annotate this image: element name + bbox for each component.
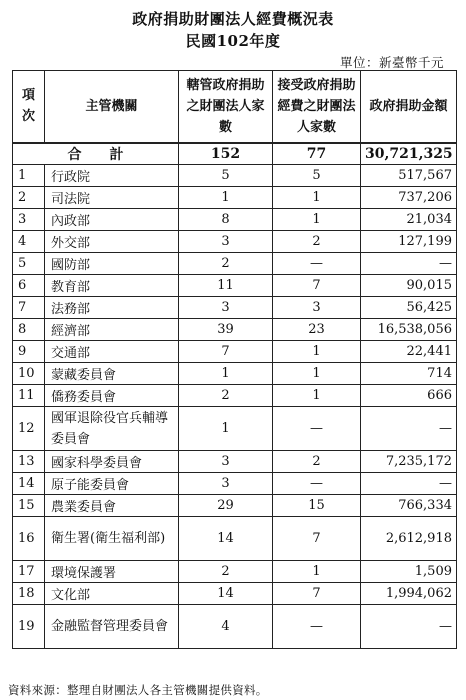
row-supervised: 3 — [179, 297, 273, 319]
row-funded: 1 — [273, 561, 361, 583]
row-supervised: 1 — [179, 407, 273, 451]
row-funded: 2 — [273, 231, 361, 253]
row-supervised: 5 — [179, 165, 273, 187]
row-agency: 環境保護署 — [45, 561, 179, 583]
row-supervised: 3 — [179, 231, 273, 253]
row-amount: 22,441 — [361, 341, 457, 363]
row-supervised: 39 — [179, 319, 273, 341]
row-no: 12 — [13, 407, 45, 451]
table-row — [13, 473, 457, 495]
table-row — [13, 583, 457, 605]
funding-table — [12, 70, 457, 649]
row-supervised: 1 — [179, 363, 273, 385]
total-row — [13, 143, 457, 165]
row-amount: — — [361, 605, 457, 649]
row-no: 6 — [13, 275, 45, 297]
row-amount: — — [361, 473, 457, 495]
table-row — [13, 253, 457, 275]
row-agency: 國軍退除役官兵輔導委員會 — [45, 407, 179, 451]
row-supervised: 29 — [179, 495, 273, 517]
row-amount: 2,612,918 — [361, 517, 457, 561]
row-no: 7 — [13, 297, 45, 319]
row-amount: 766,334 — [361, 495, 457, 517]
row-amount: 1,509 — [361, 561, 457, 583]
row-funded: — — [273, 605, 361, 649]
row-no: 3 — [13, 209, 45, 231]
row-no: 9 — [13, 341, 45, 363]
row-funded: — — [273, 473, 361, 495]
row-funded: 5 — [273, 165, 361, 187]
row-no: 17 — [13, 561, 45, 583]
row-agency: 國家科學委員會 — [45, 451, 179, 473]
row-amount: 666 — [361, 385, 457, 407]
row-funded: 1 — [273, 363, 361, 385]
row-no: 14 — [13, 473, 45, 495]
row-supervised: 14 — [179, 583, 273, 605]
row-agency: 衛生署(衛生福利部) — [45, 517, 179, 561]
row-agency: 經濟部 — [45, 319, 179, 341]
row-agency: 內政部 — [45, 209, 179, 231]
row-no: 13 — [13, 451, 45, 473]
header-supervised: 轄管政府捐助之財團法人家數 — [179, 71, 273, 143]
row-no: 16 — [13, 517, 45, 561]
table-row — [13, 495, 457, 517]
row-no: 2 — [13, 187, 45, 209]
row-supervised: 7 — [179, 341, 273, 363]
row-amount: 16,538,056 — [361, 319, 457, 341]
row-funded: 2 — [273, 451, 361, 473]
table-row — [13, 165, 457, 187]
header-funded: 接受政府捐助經費之財團法人家數 — [273, 71, 361, 143]
total-amount: 30,721,325 — [361, 143, 457, 165]
header-no: 項次 — [13, 71, 45, 143]
unit-note: 單位：新臺幣千元 — [339, 55, 444, 70]
row-no: 11 — [13, 385, 45, 407]
row-amount: 517,567 — [361, 165, 457, 187]
row-agency: 國防部 — [45, 253, 179, 275]
header-amount: 政府捐助金額 — [361, 71, 457, 143]
row-agency: 法務部 — [45, 297, 179, 319]
row-funded: — — [273, 253, 361, 275]
table-row — [13, 275, 457, 297]
row-funded: 7 — [273, 517, 361, 561]
row-agency: 農業委員會 — [45, 495, 179, 517]
row-amount: 127,199 — [361, 231, 457, 253]
row-amount: 90,015 — [361, 275, 457, 297]
row-supervised: 4 — [179, 605, 273, 649]
row-no: 1 — [13, 165, 45, 187]
row-supervised: 2 — [179, 253, 273, 275]
row-no: 19 — [13, 605, 45, 649]
table-header-row — [13, 71, 457, 143]
source-note: 資料來源：整理自財團法人各主管機關提供資料。 — [8, 683, 268, 697]
row-funded: 1 — [273, 209, 361, 231]
row-agency: 原子能委員會 — [45, 473, 179, 495]
total-label: 合 計 — [13, 143, 179, 165]
row-amount: — — [361, 407, 457, 451]
table-row — [13, 605, 457, 649]
row-funded: 15 — [273, 495, 361, 517]
row-funded: 23 — [273, 319, 361, 341]
document-subtitle: 民國102年度 — [185, 32, 281, 50]
total-funded: 77 — [273, 143, 361, 165]
row-agency: 司法院 — [45, 187, 179, 209]
row-supervised: 1 — [179, 187, 273, 209]
table-row — [13, 231, 457, 253]
row-amount: 7,235,172 — [361, 451, 457, 473]
row-amount: 21,034 — [361, 209, 457, 231]
row-supervised: 2 — [179, 385, 273, 407]
row-agency: 外交部 — [45, 231, 179, 253]
row-funded: 1 — [273, 341, 361, 363]
row-agency: 金融監督管理委員會 — [45, 605, 179, 649]
table-row — [13, 407, 457, 451]
row-funded: 1 — [273, 385, 361, 407]
row-agency: 教育部 — [45, 275, 179, 297]
row-supervised: 2 — [179, 561, 273, 583]
table-row — [13, 187, 457, 209]
table-row — [13, 209, 457, 231]
row-amount: 714 — [361, 363, 457, 385]
table-row — [13, 451, 457, 473]
row-supervised: 11 — [179, 275, 273, 297]
row-funded: 3 — [273, 297, 361, 319]
row-supervised: 14 — [179, 517, 273, 561]
row-agency: 文化部 — [45, 583, 179, 605]
table-row — [13, 561, 457, 583]
row-amount: 737,206 — [361, 187, 457, 209]
table-row — [13, 319, 457, 341]
table-row — [13, 297, 457, 319]
row-funded: 7 — [273, 275, 361, 297]
row-amount: 1,994,062 — [361, 583, 457, 605]
table-row — [13, 385, 457, 407]
row-no: 5 — [13, 253, 45, 275]
row-agency: 行政院 — [45, 165, 179, 187]
row-no: 10 — [13, 363, 45, 385]
row-funded: — — [273, 407, 361, 451]
row-agency: 僑務委員會 — [45, 385, 179, 407]
row-funded: 7 — [273, 583, 361, 605]
table-row — [13, 363, 457, 385]
row-no: 18 — [13, 583, 45, 605]
row-supervised: 3 — [179, 451, 273, 473]
header-agency: 主管機關 — [45, 71, 179, 143]
row-supervised: 3 — [179, 473, 273, 495]
document-title: 政府捐助財團法人經費概況表 — [132, 10, 334, 28]
row-agency: 蒙藏委員會 — [45, 363, 179, 385]
table-row — [13, 341, 457, 363]
row-no: 8 — [13, 319, 45, 341]
row-agency: 交通部 — [45, 341, 179, 363]
total-supervised: 152 — [179, 143, 273, 165]
row-no: 4 — [13, 231, 45, 253]
row-supervised: 8 — [179, 209, 273, 231]
row-amount: — — [361, 253, 457, 275]
table-row — [13, 517, 457, 561]
row-amount: 56,425 — [361, 297, 457, 319]
row-funded: 1 — [273, 187, 361, 209]
row-no: 15 — [13, 495, 45, 517]
